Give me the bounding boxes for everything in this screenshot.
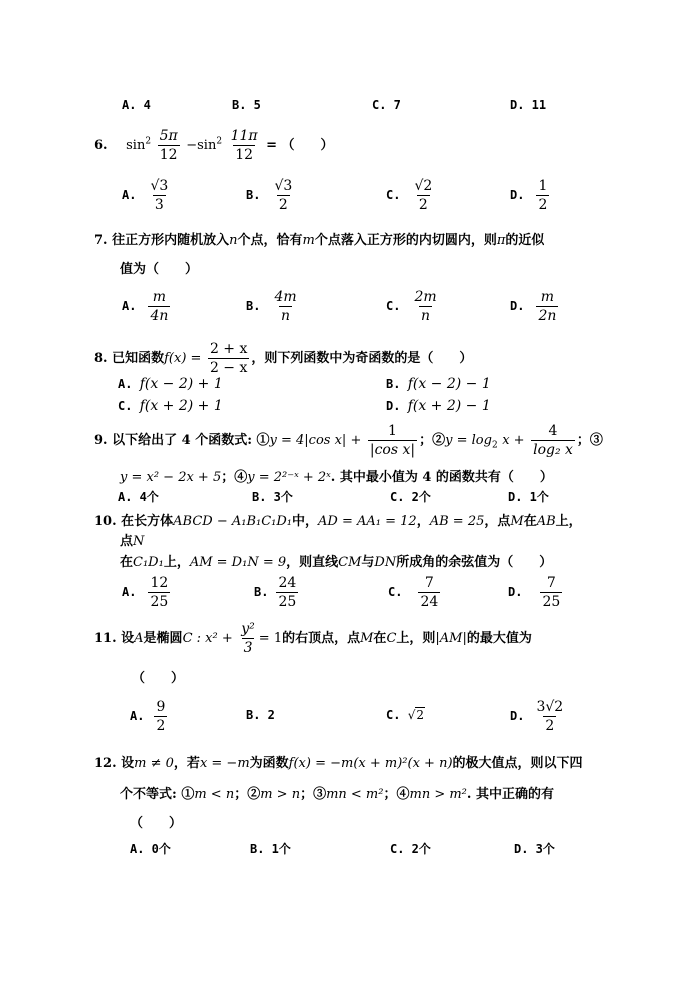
question-7-stem-line2: 值为（ ） <box>120 262 199 277</box>
option-d: D. $\frac{7}{25}$ <box>508 575 561 610</box>
option-c: C. 7 <box>372 98 401 112</box>
option-b: B. 2 <box>246 708 275 722</box>
question-7-stem: 7. 往正方形内随机放入n个点，恰有m个点落入正方形的内切圆内，则π的近似 <box>94 233 545 248</box>
option-a: A. 0个 <box>130 842 171 856</box>
option-b: B. 5 <box>232 98 261 112</box>
option-c: C. 2个 <box>390 842 431 856</box>
option-b: B. 1个 <box>250 842 291 856</box>
question-9-stem: 9. 以下给出了 4 个函数式: ①y = 4|cos x| + $\frac{1}{\text{|cos x|}}$ ；②y = $\log_2 x$ + $\frac{4}{\text{log₂ x}}$ ；③ <box>94 423 603 458</box>
option-b: B. $\frac{√3}{2}$ <box>246 178 293 213</box>
option-d: D. f(x + 2) − 1 <box>386 398 491 414</box>
answer-paren: （ ） <box>132 671 185 686</box>
option-a: A. $\frac{12}{25}$ <box>122 575 169 610</box>
question-10-stem-line2: 点N <box>120 534 145 549</box>
option-a: A. 4个 <box>118 490 159 504</box>
option-a: A. $\frac{√3}{3}$ <box>122 178 169 213</box>
question-12-stem-line2: 个不等式: ①m < n；②m > n；③mn < m²；④mn > m². 其中正确的有 <box>120 787 554 802</box>
question-11-stem: 11. 设A是椭圆C : x² + $\frac{\text{y²}}{3}$ = 1的右顶点，点M在C上，则|AM|的最大值为 <box>94 621 532 656</box>
option-c: C. $\frac{√2}{2}$ <box>386 178 433 213</box>
answer-paren: （ ） <box>130 816 183 831</box>
option-d: D. 3个 <box>514 842 555 856</box>
option-b: B. $\frac{4m}{n}$ <box>246 289 297 324</box>
question-8-stem: 8. 已知函数f(x) = $\frac{2 + x}{2 - x}$ ，则下列函数中为奇函数的是（ ） <box>94 341 473 376</box>
option-c: C. √2 <box>386 708 424 722</box>
option-c: C. 2个 <box>390 490 431 504</box>
option-d: D. $\frac{1}{2}$ <box>510 178 548 213</box>
question-number: 6. <box>94 138 108 153</box>
question-6-stem: 6. $\sin^2$ $\frac{5\pi}{12}$ $-\sin^2$ $\frac{11\pi}{12}$ = （ ） <box>94 128 334 163</box>
option-d: D. $\frac{3√2}{2}$ <box>510 699 564 734</box>
fraction: $\frac{11\pi}{12}$ <box>230 128 258 163</box>
question-10-stem-line3: 在C₁D₁上，AM = D₁N = 9，则直线CM与DN所成角的余弦值为（ ） <box>120 555 553 570</box>
option-a: A. 4 <box>122 98 151 112</box>
option-c: C. $\frac{2m}{n}$ <box>386 289 437 324</box>
option-b: B. f(x − 2) − 1 <box>386 376 491 392</box>
question-10-stem: 10. 在长方体ABCD − A₁B₁C₁D₁中，AD = AA₁ = 12，AB = 25，点M在AB上， <box>94 514 582 529</box>
option-d: D. 11 <box>510 98 547 112</box>
option-c: C. $\frac{7}{24}$ <box>388 575 439 610</box>
question-12-stem: 12. 设m ≠ 0，若x = −m为函数f(x) = −m(x + m)²(x + n)的极大值点，则以下四 <box>94 756 583 771</box>
fraction: $\frac{5\pi}{12}$ <box>159 128 178 163</box>
option-c: C. f(x + 2) + 1 <box>118 398 223 414</box>
option-b: B. $\frac{24}{25}$ <box>254 575 297 610</box>
option-a: A. f(x − 2) + 1 <box>118 376 223 392</box>
question-9-stem-line2: y = x² − 2x + 5；④y = 2²⁻ˣ + 2ˣ. 其中最小值为 4 的函数共有（ ） <box>120 470 553 485</box>
option-d: D. $\frac{m}{2n}$ <box>510 289 557 324</box>
option-d: D. 1个 <box>508 490 549 504</box>
option-a: A. $\frac{9}{2}$ <box>130 699 166 734</box>
option-b: B. 3个 <box>252 490 293 504</box>
option-a: A. $\frac{m}{4n}$ <box>122 289 169 324</box>
